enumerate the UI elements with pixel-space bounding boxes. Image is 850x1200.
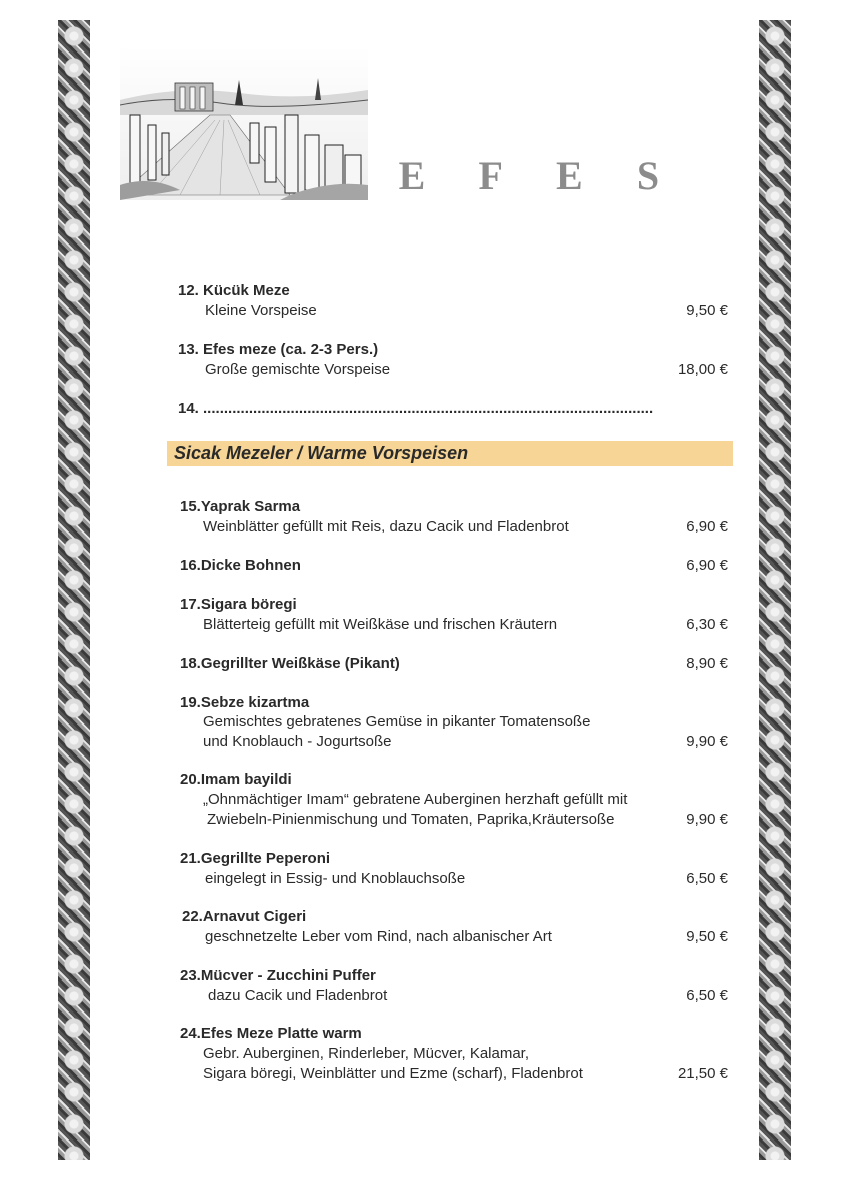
ephesus-ruins-illustration [120,45,368,200]
menu-item-description: Große gemischte Vorspeise [205,361,391,378]
menu-item-price: 6,90 € [686,518,728,535]
menu-item-price: 9,50 € [686,928,728,945]
menu-item-description: geschnetzelte Leber vom Rind, nach albanischer Art [205,928,552,945]
restaurant-logo [395,152,665,202]
menu-item-description: Weinblätter gefüllt mit Reis, dazu Cacik und Fladenbrot [203,518,569,535]
ornamental-border-right [759,20,791,1160]
menu-item-price: 6,30 € [686,616,728,633]
menu-item-name: 15.Yaprak Sarma [180,498,301,515]
menu-item-price: 6,50 € [686,987,728,1004]
menu-item-name: 19.Sebze kizartma [180,694,310,711]
menu-item-name: 21.Gegrillte Peperoni [180,850,331,867]
menu-item-name: 16.Dicke Bohnen [180,557,301,574]
menu-item-description: Blätterteig gefüllt mit Weißkäse und frischen Kräutern [203,616,558,633]
menu-item-name: 12. Kücük Meze [178,282,290,299]
section-title: Sicak Mezeler / Warme Vorspeisen [174,443,469,463]
menu-item-name: 23.Mücver - Zucchini Puffer [180,967,376,984]
logo-letter: S [636,153,660,198]
menu-item-description: eingelegt in Essig- und Knoblauchsoße [205,870,466,887]
menu-item-name: 24.Efes Meze Platte warm [180,1025,362,1042]
menu-item-price: 21,50 € [677,1065,728,1082]
menu-item-price: 18,00 € [677,361,728,378]
menu-item-description: dazu Cacik und Fladenbrot [208,987,388,1004]
ornamental-border-left [58,20,90,1160]
menu-item-price: 9,50 € [686,302,728,319]
menu-item-name: 17.Sigara böregi [180,596,297,613]
menu-item-price: 6,50 € [686,870,728,887]
menu-item-description: Sigara böregi, Weinblätter und Ezme (scharf), Fladenbrot [203,1065,583,1082]
menu-item-placeholder: 14. ............................................................................................................ [178,400,654,417]
menu-item-name: 20.Imam bayildi [180,771,292,788]
logo-letter: E [555,153,583,198]
menu-item-price: 8,90 € [686,655,728,672]
logo-letter: E [398,153,426,198]
menu-item-description: und Knoblauch - Jogurtsoße [203,733,392,750]
logo-letter: F [478,153,503,198]
menu-item-description: Zwiebeln-Pinienmischung und Tomaten, Paprika,Kräutersoße [207,811,615,828]
menu-item-price: 6,90 € [686,557,728,574]
menu-item-name: 13. Efes meze (ca. 2-3 Pers.) [178,341,379,358]
menu-item-price: 9,90 € [686,733,728,750]
menu-item-name: 22.Arnavut Cigeri [182,908,307,925]
menu-item-price: 9,90 € [686,811,728,828]
menu-item-name: 18.Gegrillter Weißkäse (Pikant) [180,655,400,672]
menu-item-description: „Ohnmächtiger Imam“ gebratene Auberginen herzhaft gefüllt mit [203,791,628,808]
menu-item-description: Kleine Vorspeise [205,302,317,319]
menu-item-description: Gebr. Auberginen, Rinderleber, Mücver, Kalamar, [203,1045,530,1062]
menu-item-description: Gemischtes gebratenes Gemüse in pikanter Tomatensoße [203,713,591,730]
